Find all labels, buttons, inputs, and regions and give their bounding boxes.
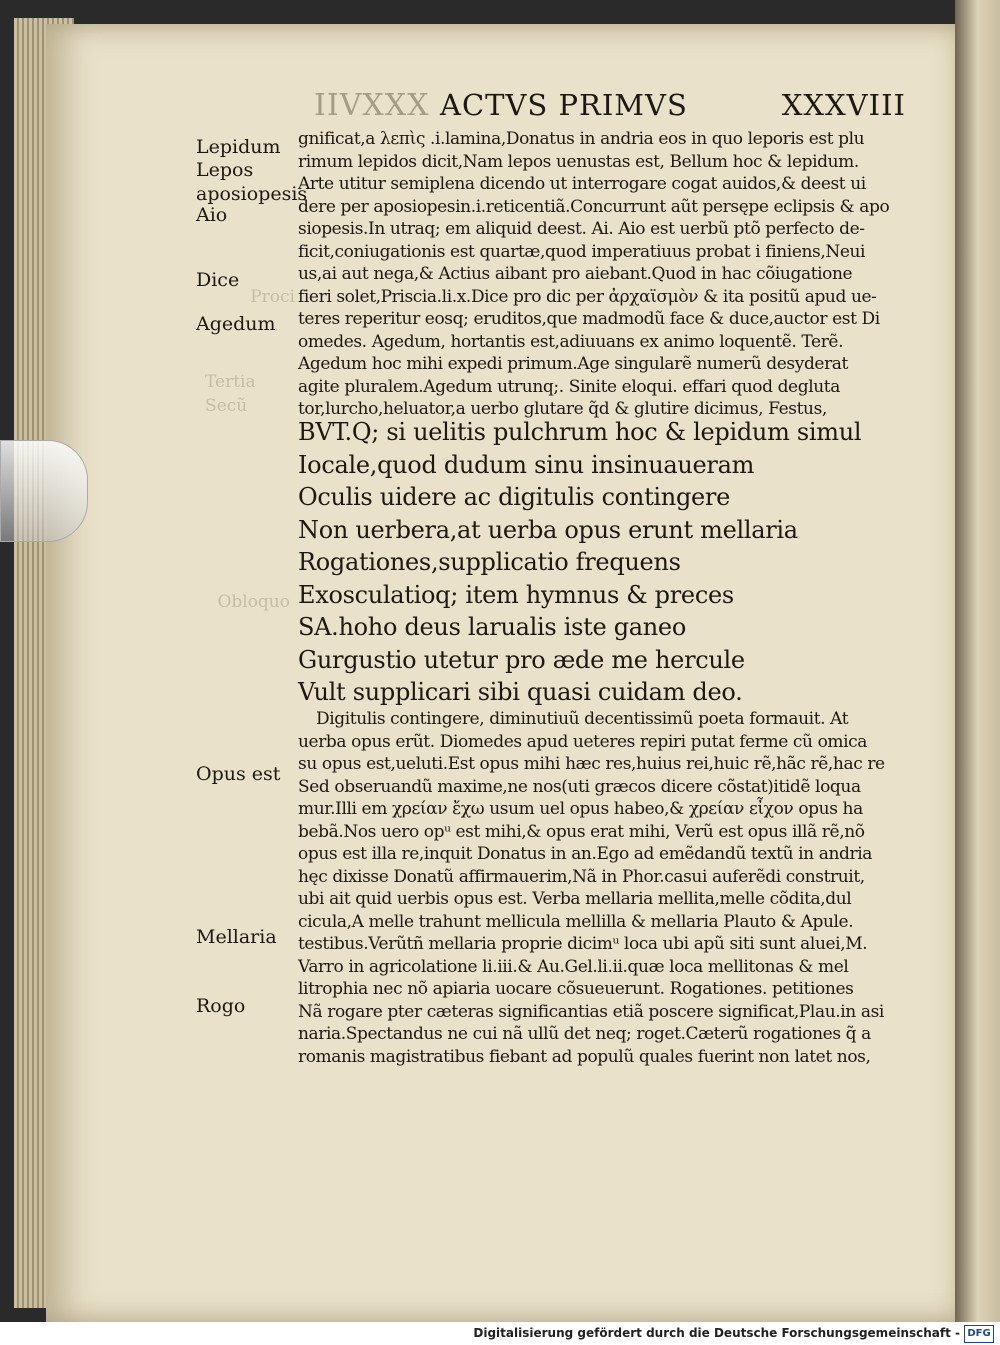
text-line: agite pluralem.Agedum utrunq;. Sinite eloqui. effari quod degluta [298, 376, 840, 397]
text-line: fieri solet,Priscia.li.x.Dice pro dic per ἀρχαϊσμὸν & ita positũ apud ue- [298, 286, 877, 307]
text-line: romanis magistratibus fiebant ad populũ quales fuerint non latet nos, [298, 1046, 871, 1067]
text-line: hęc dixisse Donatũ affirmauerim,Nã in Phor.casui auferẽdi construit, [298, 866, 865, 887]
text-line: siopesis.In utraq; em aliquid deest. Ai. Aio est uerbũ ptõ perfecto de- [298, 219, 865, 239]
verse-line: Iocale,quod dudum sinu insinuaueram [298, 450, 755, 479]
text-line: uerba opus erũt. Diomedes apud ueteres repiri putat ferme cũ omica [298, 731, 868, 752]
text-line: su opus est,ueluti.Est opus mihi hæc res,huius rei,huic rẽ,hãc rẽ,hac re [298, 754, 885, 774]
marginal-note-aposiopesis: aposiopesis [196, 183, 308, 205]
text-line: testibus.Verũtñ mellaria proprie dicimᵘ loca ubi apũ siti sunt aluei,M. [298, 934, 868, 954]
text-line: teres reperitur eosq; eruditos,que madmodũ face & duce,auctor est Di [298, 309, 880, 329]
text-line: Sed obseruandũ maxime,ne nos(uti græcos dicere cõstat)itidẽ loqua [298, 776, 861, 797]
verse-line: Exosculatioq; item hymnus & preces [298, 580, 734, 609]
text-line: naria.Spectandus ne cui nã ullũ det neq; roget.Cæterũ rogationes q̃ a [298, 1024, 871, 1044]
marginal-note-rogo: Rogo [196, 995, 246, 1017]
text-line: tor,lurcho,heluator,a uerbo glutare q̃d & glutire dicimus, Festus, [298, 399, 827, 419]
verse-line: SA.hoho deus larualis iste ganeo [298, 613, 686, 641]
running-header [300, 88, 910, 128]
bleed-through-text: Obloquo [217, 592, 290, 612]
commentary-block-2 [298, 708, 898, 1068]
text-line: Varro in agricolatione li.iii.& Au.Gel.li.ii.quæ loca mellitonas & mel [298, 956, 849, 977]
funding-credit: Digitalisierung gefördert durch die Deutsche Forschungsgemeinschaft - [473, 1326, 960, 1340]
text-line: us,ai aut nega,& Actius aibant pro aiebant.Quod in hac cõiugatione [298, 264, 853, 284]
header-show-through: IIVXXX [314, 88, 430, 123]
text-line: Arte utitur semiplena dicendo ut interrogare cogat auidos,& deest ui [298, 174, 866, 194]
verse-line: Non uerbera,at uerba opus erunt mellaria [298, 515, 798, 544]
text-line: omedes. Agedum, hortantis est,adiuuans ex animo loquentẽ. Terẽ. [298, 331, 844, 352]
verse-line: BVT.Q; si uelitis pulchrum hoc & lepidum simul [298, 418, 862, 446]
gutter-next-page [955, 0, 1000, 1322]
marginal-note-mellaria: Mellaria [196, 926, 277, 948]
folio-number: XXXVIII [781, 88, 906, 122]
bleed-through-text: Proci [250, 287, 295, 307]
text-line: Digitulis contingere, diminutiuũ decentissimũ poeta formauit. At [316, 709, 849, 729]
verse-line: Oculis uidere ac digitulis contingere [298, 483, 730, 511]
text-line: rimum lepidos dicit,Nam lepos uenustas est, Bellum hoc & lepidum. [298, 151, 859, 172]
digitization-footer [0, 1322, 1000, 1345]
text-line: dere per aposiopesin.i.reticentiã.Concurrunt aũt persępe eclipsis & apo [298, 196, 890, 217]
verse-line: Rogationes,supplicatio frequens [298, 548, 681, 576]
dfg-logo: DFG [964, 1325, 994, 1343]
marginal-note-lepos: Lepos [196, 159, 254, 181]
text-line: bebã.Nos uero opᵘ est mihi,& opus erat mihi, Verũ est opus illã rẽ,nõ [298, 821, 865, 842]
header-title: ACTVS PRIMVS [440, 88, 688, 122]
marginal-note-aio: Aio [196, 204, 228, 226]
text-line: ubi ait quid uerbis opus est. Verba mellaria mellita,melle cõdita,dul [298, 889, 852, 909]
text-line: Nã rogare pter cæteras significantias etiã poscere significat,Plau.in asi [298, 1001, 884, 1022]
text-line: Agedum hoc mihi expedi primum.Age singularẽ numerũ desyderat [298, 354, 848, 374]
text-line: ficit,coniugationis est quartæ,quod imperatiuus probat i finiens,Neui [298, 241, 866, 262]
text-line: gnificat,a λεπὶς .i.lamina,Donatus in andria eos in quo leporis est plu [298, 129, 865, 149]
commentary-block-1 [298, 128, 898, 421]
bleed-through-text: Tertia Secũ [205, 372, 256, 416]
verse-line: Vult supplicari sibi quasi cuidam deo. [298, 678, 743, 706]
marginal-note-dice: Dice [196, 269, 240, 291]
marginal-note-agedum: Agedum [196, 313, 276, 335]
text-line: litrophia nec nõ apiaria uocare cõsueuerunt. Rogationes. petitiones [298, 979, 854, 999]
marginal-note-lepidum: Lepidum [196, 136, 281, 158]
marginal-note-opus: Opus est [196, 763, 281, 785]
verse-block [298, 416, 898, 709]
verse-line: Gurgustio utetur pro æde me hercule [298, 645, 745, 674]
text-line: mur.Illi em χρείαν ἔχω usum uel opus habeo,& χρείαν εἶχον opus ha [298, 799, 863, 819]
text-line: opus est illa re,inquit Donatus in an.Ego ad emẽdandũ textũ in andria [298, 844, 872, 864]
page-clip [0, 440, 88, 542]
text-line: cicula,A melle trahunt mellicula mellilla & mellaria Plauto & Apule. [298, 911, 854, 932]
